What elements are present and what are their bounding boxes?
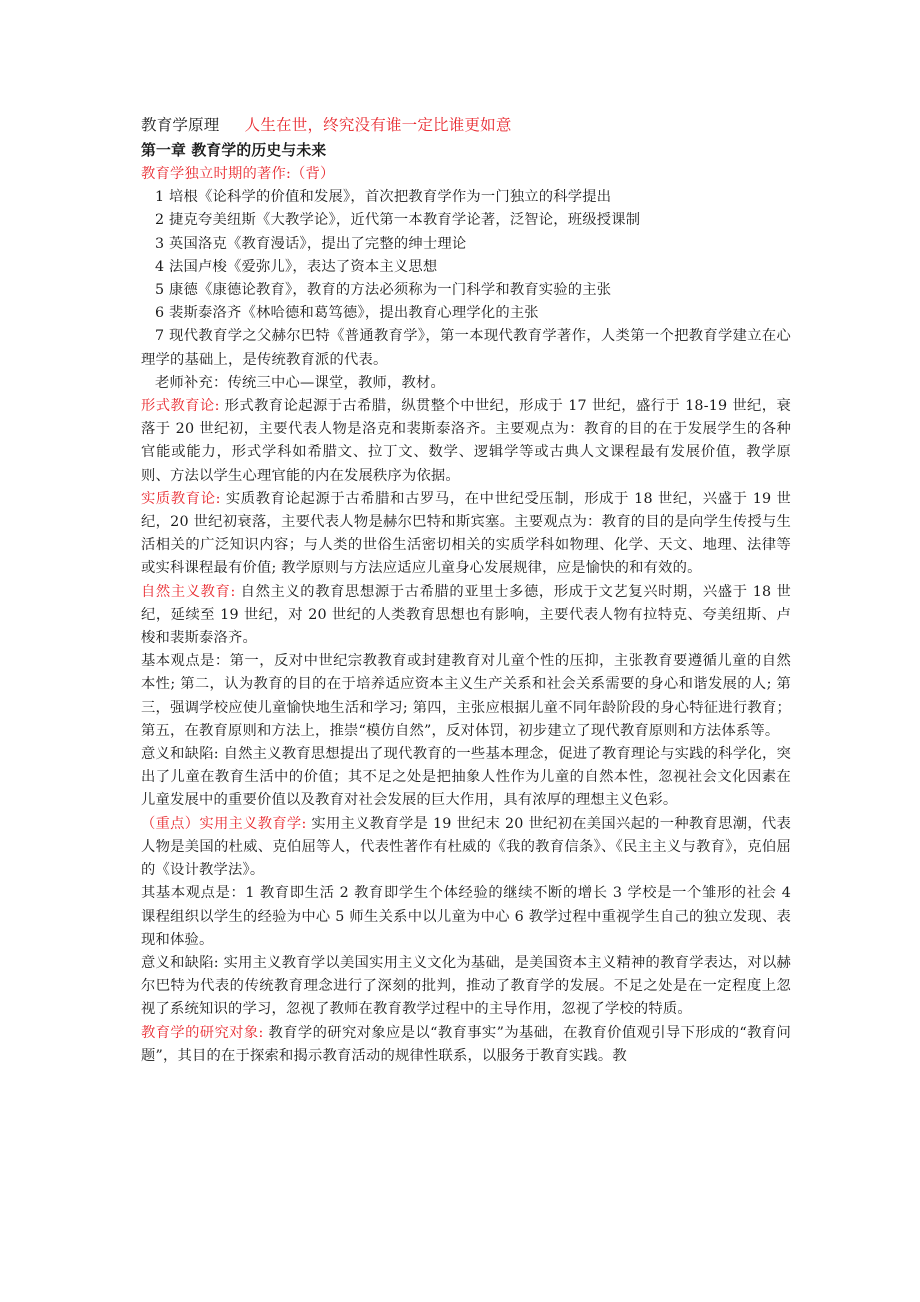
pragmatism-label: 实用主义教育学: [199,815,307,832]
document-header [141,112,791,138]
material-education-text: 实质教育论起源于古希腊和古罗马，在中世纪受压制，形成于 18 世纪，兴盛于 19 世纪，20 世纪初衰落，主要代表人物是赫尔巴特和斯宾塞。主要观点为：教育的目的是向学生传授与生活相关的广泛知识内容；与人类的世俗生活密切相关的实质学科如物理、化学、天文、地理、法律等或实科课程最有价值; 教学原则与方法应适应儿童身心发展规律，应是愉快的和有效的。 [141,490,791,577]
naturalism-paragraph [141,581,791,651]
works-list-item: 7 现代教育学之父赫尔巴特《普通教育学》，第一本现代教育学著作，人类第一个把教育学建立在心理学的基础上，是传统教育派的代表。 [141,328,791,368]
material-education-label: 实质教育论: [141,490,221,507]
teacher-note: 老师补充：传统三中心—课堂，教师，教材。 [155,374,445,391]
material-education-paragraph [141,488,791,581]
works-list-item: 1 培根《论科学的价值和发展》，首次把教育学作为一门独立的科学提出 [155,189,612,206]
pragmatism-text: 实用主义教育学是 19 世纪末 20 世纪初在美国兴起的一种教育思潮，代表人物是美国的杜威、克伯屈等人，代表性著作有杜威的《我的教育信条》、《民主主义与教育》，克伯屈的《设计教学法》。 [141,815,791,879]
formal-education-label: 形式教育论: [141,398,220,415]
works-list-item: 2 捷克夸美纽斯《大教学论》，近代第一本教育学论著，泛智论，班级授课制 [155,212,641,229]
naturalism-label: 自然主义教育: [141,583,236,600]
works-list-item: 3 英国洛克《教育漫话》，提出了完整的绅士理论 [155,235,467,252]
chapter-title: 第一章 教育学的历史与未来 [141,142,327,159]
pragmatism-key-mark: （重点） [141,815,200,832]
research-object-text: 教育学的研究对象应是以“教育事实”为基础，在教育价值观引导下形成的“教育问题”，其目的在于探索和揭示教育活动的规律性联系，以服务于教育实践。教 [141,1024,791,1064]
works-list-item: 6 裴斯泰洛齐《林哈德和葛笃德》，提出教育心理学化的主张 [155,305,539,322]
naturalism-significance: 意义和缺陷: 自然主义教育思想提出了现代教育的一些基本理念，促进了教育理论与实践的科学化，突出了儿童在教育生活中的价值；其不足之处是把抽象人性作为儿童的自然本性，忽视社会文化因素在儿童发展中的重要价值以及教育对社会发展的巨大作用，具有浓厚的理想主义色彩。 [141,746,791,809]
motto-text: 人生在世，终究没有谁一定比谁更如意 [244,116,512,134]
pragmatism-significance: 意义和缺陷: 实用主义教育学以美国实用主义文化为基础，是美国资本主义精神的教育学表达，对以赫尔巴特为代表的传统教育理念进行了深刻的批判，推动了教育学的发展。不足之处是在一定程度上忽视了系统知识的学习，忽视了教师在教育教学过程中的主导作用，忽视了学校的特质。 [141,954,791,1018]
research-object-paragraph [141,1022,791,1068]
works-section-heading: 教育学独立时期的著作:（背） [141,166,335,182]
naturalism-basic-views: 基本观点是：第一，反对中世纪宗教教育或封建教育对儿童个性的压抑，主张教育要遵循儿童的自然本性; 第二，认为教育的目的在于培养适应资本主义生产关系和社会关系需要的身心和谐发展的人; 第三，强调学校应使儿童愉快地生活和学习; 第四，主张应根据儿童不同年龄阶段的身心特征进行教育；第五，在教育原则和方法上，推崇“模仿自然”，反对体罚，初步建立了现代教育原则和方法体系等。 [141,653,791,739]
document-title: 教育学原理 [141,116,220,134]
pragmatism-paragraph [141,813,791,883]
formal-education-paragraph [141,395,791,488]
formal-education-text: 形式教育论起源于古希腊，纵贯整个中世纪，形成于 17 世纪，盛行于 18-19 世纪，衰落于 20 世纪初，主要代表人物是洛克和裴斯泰洛齐。主要观点为：教育的目的在于发展学生的各种官能或能力，形式学科如希腊文、拉丁文、数学、逻辑学等或古典人文课程最有发展价值，教学原则、方法以学生心理官能的内在发展秩序为依据。 [141,398,791,484]
research-object-label: 教育学的研究对象: [141,1024,264,1041]
works-list-item: 5 康德《康德论教育》，教育的方法必须称为一门科学和教育实验的主张 [155,282,612,299]
pragmatism-basic-views: 其基本观点是：1 教育即生活 2 教育即学生个体经验的继续不断的增长 3 学校是一个雏形的社会 4 课程组织以学生的经验为中心 5 师生关系中以儿童为中心 6 教学过程中重视学生自己的独立发现、表现和体验。 [141,885,791,948]
works-list-item: 4 法国卢梭《爱弥儿》，表达了资本主义思想 [155,258,438,275]
naturalism-text: 自然主义的教育思想源于古希腊的亚里士多德，形成于文艺复兴时期，兴盛于 18 世纪，延续至 19 世纪，对 20 世纪的人类教育思想也有影响，主要代表人物有拉特克、夸美纽斯、卢梭和裴斯泰洛齐。 [141,583,792,647]
document-body [141,112,791,1068]
